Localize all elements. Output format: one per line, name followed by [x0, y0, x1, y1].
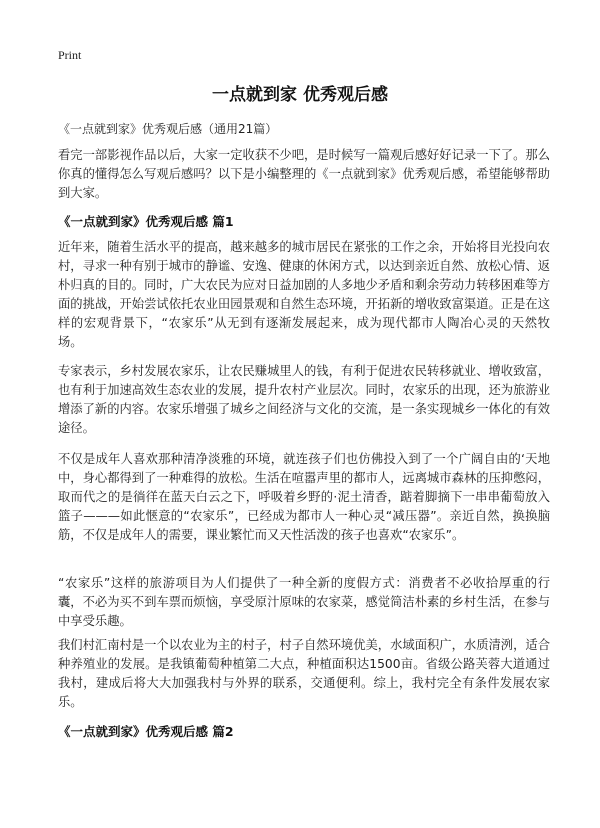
section-heading-2: 《一点就到家》优秀观后感 篇2 [58, 724, 234, 739]
page-title: 一点就到家 优秀观后感 [212, 85, 388, 105]
section-1-paragraph-3: 不仅是成年人喜欢那种清净淡雅的环境，就连孩子们也仿佛投入到了一个广阔自由的‘天地中，身心都得到了一种难得的放松。生活在喧嚣声里的都市人，远离城市森林的压抑憋闷，取而代之的是徜徉在蓝天白云之下，呼吸着乡野的·泥土清香，踮着脚摘下一串串葡萄放入篮子———如此惬意的“农家乐”，已经成为都市人一种心灵“减压器”。亲近自然，换换脑筋，不仅是成年人的需要，课业繁忙而又天性活泼的孩子也喜欢“农家乐”。 [58, 452, 550, 542]
section-1-paragraph-2: 专家表示，乡村发展农家乐，让农民赚城里人的钱，有利于促进农民转移就业、增收致富，也有利于加速高效生态农业的发展，提升农村产业层次。同时，农家乐的出现，还为旅游业增添了新的内容。农家乐增强了城乡之间经济与文化的交流，是一条实现城乡一体化的有效途径。 [58, 364, 550, 435]
intro-paragraph: 看完一部影视作品以后，大家一定收获不少吧，是时候写一篇观后感好好记录一下了。那么你真的懂得怎么写观后感吗？以下是小编整理的《一点就到家》优秀观后感，希望能够帮助到大家。 [58, 148, 550, 200]
section-heading-1: 《一点就到家》优秀观后感 篇1 [58, 214, 234, 229]
print-link[interactable]: Print [58, 48, 82, 62]
document-subtitle: 《一点就到家》优秀观后感（通用21篇） [58, 122, 278, 136]
section-1-paragraph-5: 我们村汇南村是一个以农业为主的村子，村子自然环境优美，水域面积广，水质清洌，适合种养殖业的发展。是我镇葡萄种植第二大点，种植面积达1500亩。省级公路芙蓉大道通过我村，建成后将大大加强我村与外界的联系，交通便利。综上，我村完全有条件发展农家乐。 [58, 638, 550, 709]
section-1-paragraph-1: 近年来，随着生活水平的提高，越来越多的城市居民在紧张的工作之余，开始将目光投向农村，寻求一种有别于城市的静谧、安逸、健康的休闲方式，以达到亲近自然、放松心情、返朴归真的目的。同时，广大农民为应对日益加剧的人多地少矛盾和剩余劳动力转移困难等方面的挑战，开始尝试依托农业田园景观和自然生态环境，开拓新的增收致富渠道。正是在这样的宏观背景下，“农家乐”从无到有逐渐发展起来，成为现代都市人陶冶心灵的天然牧场。 [58, 240, 550, 349]
section-1-paragraph-4: “农家乐”这样的旅游项目为人们提供了一种全新的度假方式：消费者不必收拾厚重的行囊，不必为买不到车票而烦恼，享受原汁原味的农家菜，感觉简洁朴素的乡村生活，在参与中享受乐趣。 [58, 576, 550, 628]
